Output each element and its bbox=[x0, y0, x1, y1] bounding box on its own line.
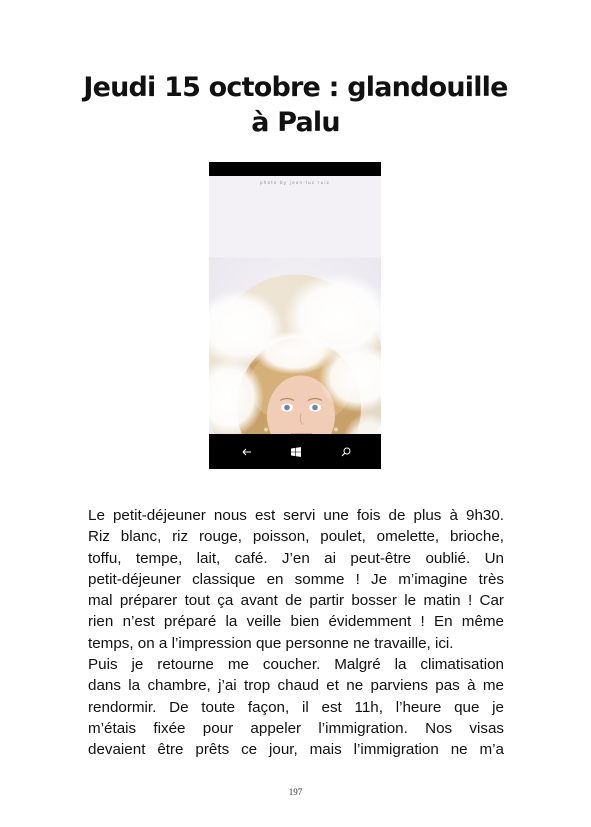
text-line: devaient être prêts ce jour, mais l’immigration ne m’a bbox=[88, 741, 504, 759]
text-line: toffu, tempe, lait, café. J’en ai peut-être oublié. Un bbox=[88, 549, 504, 567]
text-line: petit-déjeuner classique en somme ! Je m’imagine très bbox=[88, 570, 504, 588]
text-line: dans la chambre, j’ai trop chaud et ne parviens pas à me bbox=[88, 677, 504, 695]
search-icon[interactable] bbox=[340, 446, 352, 458]
chapter-title bbox=[60, 70, 531, 140]
phone-nav-bar bbox=[209, 434, 381, 469]
page-number: 197 bbox=[288, 787, 303, 797]
text-line: rien n’est préparé la veille bien évidemment ! En même bbox=[88, 613, 504, 631]
text-line: m’étais fixée pour appeler l’immigration. Nos visas bbox=[88, 719, 504, 737]
text-line: temps, on a l’impression que personne ne travaille, ici. bbox=[88, 634, 454, 652]
phone-screenshot bbox=[209, 162, 381, 469]
text-line: Riz blanc, riz rouge, poisson, poulet, omelette, brioche, bbox=[88, 528, 504, 546]
windows-logo-icon[interactable] bbox=[290, 446, 302, 458]
paragraph-1 bbox=[88, 505, 504, 654]
text-line: Le petit-déjeuner nous est servi une fois de plus à 9h30. bbox=[88, 507, 504, 524]
text-line: rendormir. De toute façon, il est 11h, l’heure que je bbox=[88, 698, 504, 716]
back-arrow-icon[interactable] bbox=[241, 446, 253, 458]
photo-caption: photo by jean-luc ruiz bbox=[260, 180, 330, 185]
girl-portrait-photo bbox=[209, 176, 381, 434]
phone-screen bbox=[209, 176, 381, 434]
body-text bbox=[88, 505, 504, 761]
phone-status-bar bbox=[209, 162, 381, 176]
chapter-title-line-1: Jeudi 15 octobre : glandouille bbox=[83, 72, 508, 103]
text-line: mal préparer tout ça avant de partir bosser le matin ! Car bbox=[88, 592, 504, 610]
chapter-title-line-2: à Palu bbox=[251, 107, 340, 138]
paragraph-2 bbox=[88, 654, 504, 760]
text-line: Puis je retourne me coucher. Malgré la climatisation bbox=[88, 656, 504, 674]
